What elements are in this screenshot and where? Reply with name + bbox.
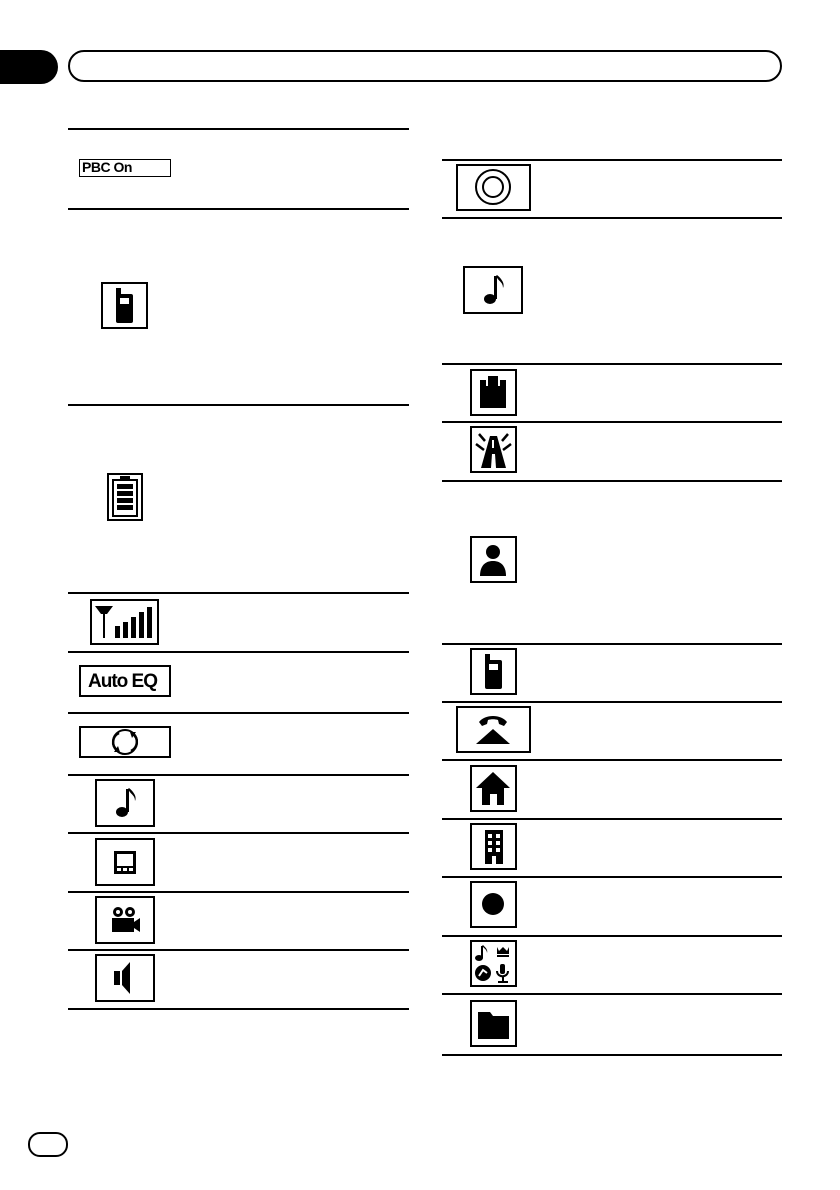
divider (442, 818, 782, 820)
phone-handset-icon (456, 706, 531, 753)
auto-eq-label: Auto EQ (88, 671, 157, 692)
divider (68, 891, 409, 893)
home-icon (470, 765, 517, 812)
music-note-icon (463, 266, 523, 314)
header-tab (0, 50, 58, 84)
mobile-phone-icon (101, 282, 148, 329)
signal-strength-icon (90, 599, 159, 645)
divider (68, 128, 409, 130)
divider (68, 832, 409, 834)
header-bar (68, 50, 782, 82)
divider (68, 404, 409, 406)
circle-icon (470, 881, 517, 928)
divider (442, 480, 782, 482)
auto-eq-indicator (79, 665, 171, 697)
battery-icon (107, 473, 143, 521)
speaker-icon (95, 954, 155, 1002)
pbc-on-label: PBC On (82, 159, 132, 175)
media-mix-icon (470, 940, 517, 987)
divider (68, 949, 409, 951)
divider (68, 592, 409, 594)
person-icon (470, 536, 517, 583)
divider (442, 876, 782, 878)
divider (442, 363, 782, 365)
repeat-icon (79, 726, 171, 758)
pbc-on-indicator (79, 159, 171, 177)
disc-icon (456, 164, 531, 211)
divider (442, 701, 782, 703)
video-screen-icon (95, 838, 155, 886)
page-number-badge (28, 1132, 68, 1157)
divider (442, 159, 782, 161)
divider (68, 1008, 409, 1010)
mobile-phone-icon (470, 648, 517, 695)
memory-card-icon (470, 369, 517, 416)
divider (442, 217, 782, 219)
music-note-icon (95, 779, 155, 827)
divider (68, 774, 409, 776)
divider (442, 993, 782, 995)
divider (442, 935, 782, 937)
divider (68, 651, 409, 653)
video-camera-icon (95, 896, 155, 944)
divider (68, 712, 409, 714)
divider (68, 208, 409, 210)
divider (442, 421, 782, 423)
road-icon (470, 426, 517, 473)
folder-icon (470, 1000, 517, 1047)
divider (442, 643, 782, 645)
building-icon (470, 823, 517, 870)
divider (442, 1054, 782, 1056)
divider (442, 759, 782, 761)
